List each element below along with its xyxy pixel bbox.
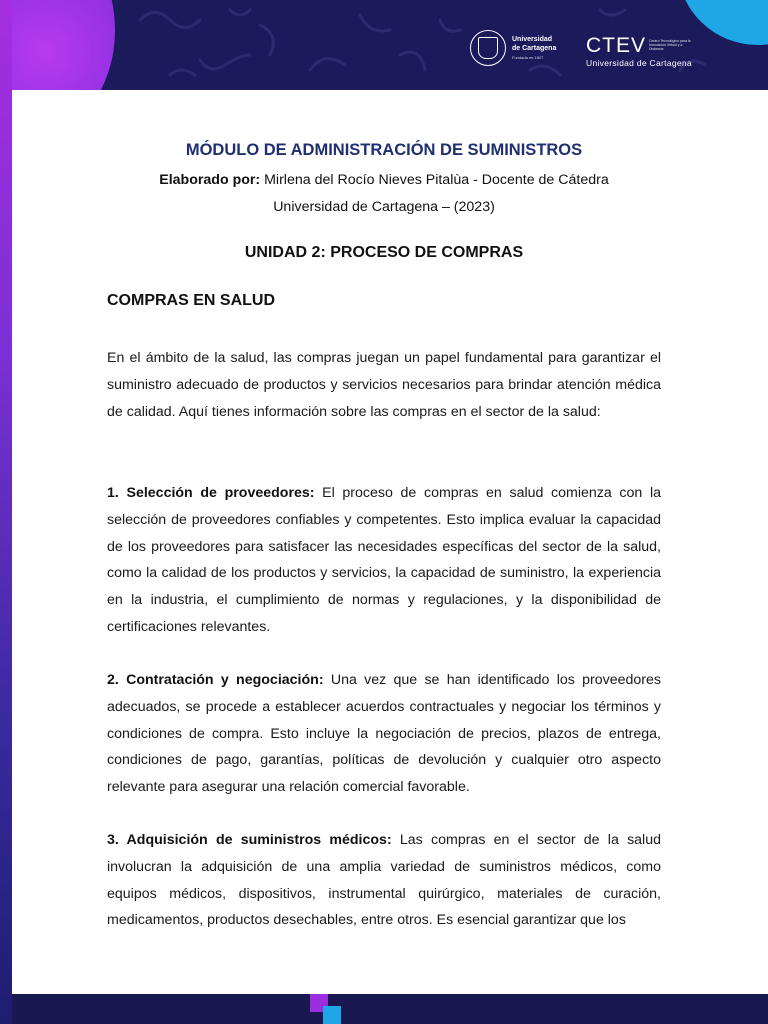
university-logo-line2: de Cartagena bbox=[512, 44, 557, 52]
item-heading-1: 1. Selección de proveedores: bbox=[107, 485, 315, 501]
footer-blue-square bbox=[323, 1006, 341, 1024]
author-label: Elaborado por: bbox=[159, 172, 261, 188]
item-heading-3: 3. Adquisición de suministros médicos: bbox=[107, 832, 392, 848]
institution-line: Universidad de Cartagena – (2023) bbox=[273, 199, 495, 215]
unit-title: UNIDAD 2: PROCESO DE COMPRAS bbox=[244, 244, 524, 261]
author-line bbox=[0, 172, 768, 188]
item-paragraph-3 bbox=[107, 827, 661, 934]
page-header bbox=[0, 0, 768, 90]
item-text-1: El proceso de compras en salud comienza con la selección de proveedores confiables y competentes. Esto implica evaluar la capacidad de los proveedores para satisfacer las necesidades específicas del sector de la salud, como la calidad de los productos y servicios, la capacidad de suministro, la experiencia en la industria, el cumplimiento de normas y regulaciones, y la disponibilidad de certificaciones relevantes. bbox=[107, 485, 661, 635]
ctev-mark: CTEV bbox=[586, 34, 647, 57]
university-logo bbox=[470, 30, 556, 66]
item-heading-2: 2. Contratación y negociación: bbox=[107, 672, 324, 688]
intro-paragraph: En el ámbito de la salud, las compras juegan un papel fundamental para garantizar el suministro adecuado de productos y servicios necesarios para brindar atención médica de calidad. Aquí tienes información sobre las compras en el sector de la salud: bbox=[107, 350, 661, 420]
university-seal-icon bbox=[470, 30, 506, 66]
item-paragraph-2 bbox=[107, 667, 661, 801]
item-text-3: Las compras en el sector de la salud involucran la adquisición de una amplia variedad de suministros médicos, como equipos médicos, dispositivos, instrumental quirúrgico, materiales de curación, medicamentos, productos desechables, entre otros. Es esencial garantizar que los bbox=[107, 832, 661, 929]
ctev-subtitle: Universidad de Cartagena bbox=[586, 58, 692, 68]
ctev-tagline: Centro Tecnológico para la Innovación Virtual y a Distancia bbox=[649, 39, 691, 51]
document-title: MÓDULO DE ADMINISTRACIÓN DE SUMINISTROS bbox=[185, 141, 583, 159]
university-logo-line3: Fundada en 1827 bbox=[512, 54, 544, 60]
item-text-2: Una vez que se han identificado los proveedores adecuados, se procede a establecer acuerdos contractuales y negociar los términos y condiciones de compra. Esto incluye la negociación de precios, plazos de entrega, condiciones de pago, garantías, políticas de devolución y cualquier otro aspecto relevante para asegurar una relación comercial favorable. bbox=[107, 672, 661, 796]
section-title: COMPRAS EN SALUD bbox=[107, 292, 276, 309]
ctev-logo bbox=[586, 36, 695, 68]
university-logo-line1: Universidad bbox=[512, 35, 553, 43]
author-value: Mirlena del Rocío Nieves Pitalùa - Docente de Cátedra bbox=[264, 172, 609, 188]
item-paragraph-1 bbox=[107, 480, 661, 641]
